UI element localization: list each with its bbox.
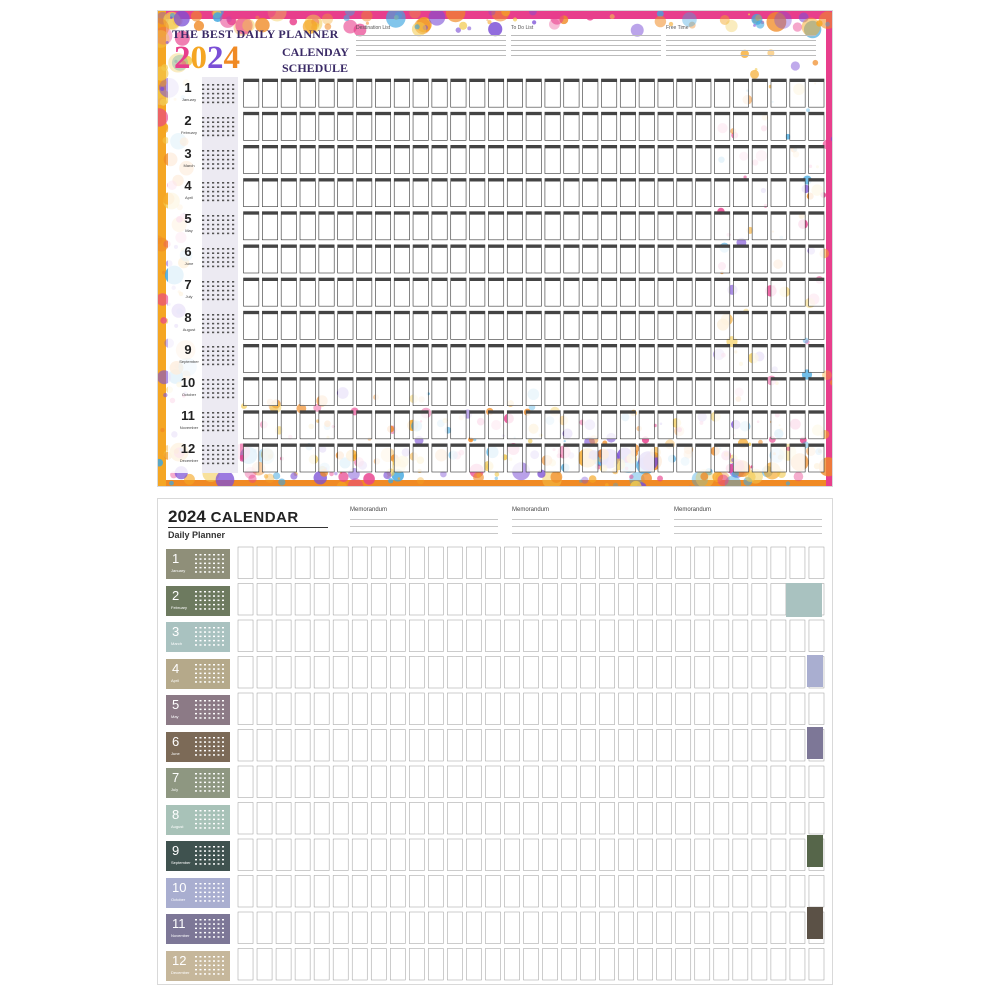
- month-name: June: [171, 750, 180, 756]
- month-name: September: [179, 359, 199, 365]
- month-number: 3: [184, 145, 192, 161]
- month-number: 3: [172, 624, 180, 639]
- destination-list-label: Destination List: [356, 25, 391, 31]
- month-number: 7: [172, 770, 180, 785]
- month-row: [166, 732, 230, 762]
- title-rule: [168, 527, 328, 528]
- month-name: August: [182, 326, 196, 332]
- mini-calendar: [194, 809, 226, 831]
- planner-subtitle: [282, 44, 349, 76]
- month-row: [166, 951, 230, 981]
- month-number: 10: [172, 879, 187, 895]
- month-number: 2: [172, 587, 180, 603]
- year-digit: 2: [174, 40, 191, 76]
- month-number: 1: [184, 80, 192, 95]
- month-name: September: [171, 860, 191, 865]
- mini-calendar: [201, 181, 236, 203]
- month-number: 5: [184, 211, 192, 227]
- month-number: 11: [172, 916, 186, 931]
- tip-card: [807, 655, 823, 687]
- month-name: February: [180, 129, 197, 135]
- to-do-list-label: To Do List: [511, 25, 534, 31]
- mini-calendar: [194, 882, 226, 904]
- month-row: [166, 695, 230, 725]
- month-row: [166, 768, 230, 798]
- month-name: January: [171, 568, 186, 573]
- month-row: [166, 841, 230, 871]
- mini-calendar: [201, 149, 236, 171]
- mini-calendar: [201, 411, 236, 433]
- mini-calendar: [201, 116, 236, 138]
- mini-calendar: [201, 280, 236, 302]
- memorandum-label: Memorandum: [350, 507, 388, 513]
- month-name: November: [171, 933, 190, 938]
- month-name: October: [171, 896, 186, 902]
- month-name: March: [171, 641, 183, 646]
- month-row: [166, 549, 230, 579]
- month-name: December: [179, 457, 199, 463]
- month-row: [158, 146, 242, 175]
- memorandum-box: [674, 507, 822, 534]
- month-name: October: [181, 392, 197, 398]
- free-time-list: [666, 25, 816, 75]
- month-row: [166, 622, 230, 652]
- pastel-planner-poster: [157, 498, 833, 985]
- day-grid: [242, 77, 826, 475]
- year-digit: 4: [223, 40, 240, 76]
- month-number: 11: [181, 408, 195, 423]
- month-row: [158, 80, 242, 109]
- mini-calendar: [194, 955, 226, 977]
- month-number: 6: [172, 733, 180, 749]
- month-row: [166, 878, 230, 908]
- mini-calendar: [194, 553, 226, 575]
- month-number: 2: [184, 112, 192, 128]
- month-number: 5: [172, 697, 180, 712]
- month-name: December: [171, 969, 190, 975]
- to-do-list: [511, 25, 661, 75]
- month-number: 9: [184, 342, 192, 358]
- mini-calendar: [201, 345, 236, 367]
- month-row: [158, 211, 242, 240]
- planner-year: [174, 41, 240, 75]
- memorandum-label: Memorandum: [674, 507, 712, 513]
- month-row: [158, 178, 242, 207]
- memorandum-box: [350, 507, 498, 534]
- month-number: 4: [184, 178, 192, 194]
- colorful-planner-poster: [157, 10, 833, 487]
- month-row: [166, 914, 230, 944]
- month-row: [158, 375, 242, 404]
- month-name: July: [171, 787, 179, 792]
- month-row: [158, 408, 242, 437]
- tip-card: [807, 907, 823, 939]
- month-name: February: [171, 604, 188, 610]
- mini-calendar: [201, 313, 236, 335]
- subtitle-line-1: CALENDAY: [282, 45, 349, 59]
- month-number: 12: [180, 440, 196, 456]
- month-row: [158, 113, 242, 142]
- free-time-list-label: Free Time: [666, 25, 689, 31]
- month-name: June: [184, 261, 194, 266]
- destination-list: [356, 25, 506, 75]
- mini-calendar: [194, 663, 226, 685]
- month-row: [158, 277, 242, 306]
- planner-headline: THE BEST DAILY PLANNER: [172, 27, 339, 41]
- month-number: 6: [184, 244, 192, 259]
- tip-card: [807, 727, 823, 759]
- month-name: November: [179, 425, 199, 430]
- mini-calendar: [194, 590, 226, 612]
- list-section: [356, 25, 816, 79]
- month-name: March: [183, 162, 195, 168]
- month-number: 4: [172, 660, 180, 676]
- month-number: 9: [172, 843, 180, 858]
- year-digit: 0: [190, 40, 207, 76]
- month-name: January: [181, 97, 197, 102]
- mini-calendar: [201, 378, 236, 400]
- month-name: August: [171, 823, 184, 829]
- mini-calendar: [194, 699, 226, 721]
- calendar-title: [168, 507, 299, 527]
- calendar-subtitle: Daily Planner: [168, 530, 226, 540]
- title-word: CALENDAR: [210, 509, 299, 526]
- month-row: [166, 586, 230, 616]
- month-number: 8: [172, 806, 180, 822]
- mini-calendar: [201, 444, 236, 466]
- month-name: May: [185, 228, 193, 234]
- month-row: [158, 342, 242, 371]
- mini-calendar: [201, 247, 236, 269]
- mini-calendar: [194, 845, 226, 867]
- tip-card: [786, 583, 822, 617]
- mini-calendar: [194, 918, 226, 940]
- mini-calendar: [201, 83, 236, 105]
- month-name: April: [184, 195, 193, 201]
- month-name: May: [171, 714, 179, 719]
- day-grid: [236, 545, 826, 985]
- month-number: 12: [172, 952, 187, 968]
- month-row: [158, 244, 242, 273]
- month-row: [166, 805, 230, 835]
- tip-card: [807, 835, 823, 867]
- month-row: [158, 441, 242, 470]
- month-number: 1: [172, 551, 180, 566]
- memorandum-label: Memorandum: [512, 507, 550, 513]
- month-number: 8: [184, 309, 192, 325]
- month-row: [158, 310, 242, 339]
- mini-calendar: [194, 736, 226, 758]
- title-year: 2024: [168, 507, 206, 526]
- year-digit: 2: [207, 40, 224, 76]
- mini-calendar: [194, 626, 226, 648]
- month-number: 7: [184, 276, 192, 292]
- memorandum-box: [512, 507, 660, 534]
- mini-calendar: [201, 214, 236, 236]
- mini-calendar: [194, 772, 226, 794]
- month-name: April: [171, 677, 180, 683]
- subtitle-line-2: SCHEDULE: [282, 61, 349, 75]
- month-name: July: [185, 293, 193, 299]
- month-number: 10: [180, 375, 196, 391]
- month-row: [166, 659, 230, 689]
